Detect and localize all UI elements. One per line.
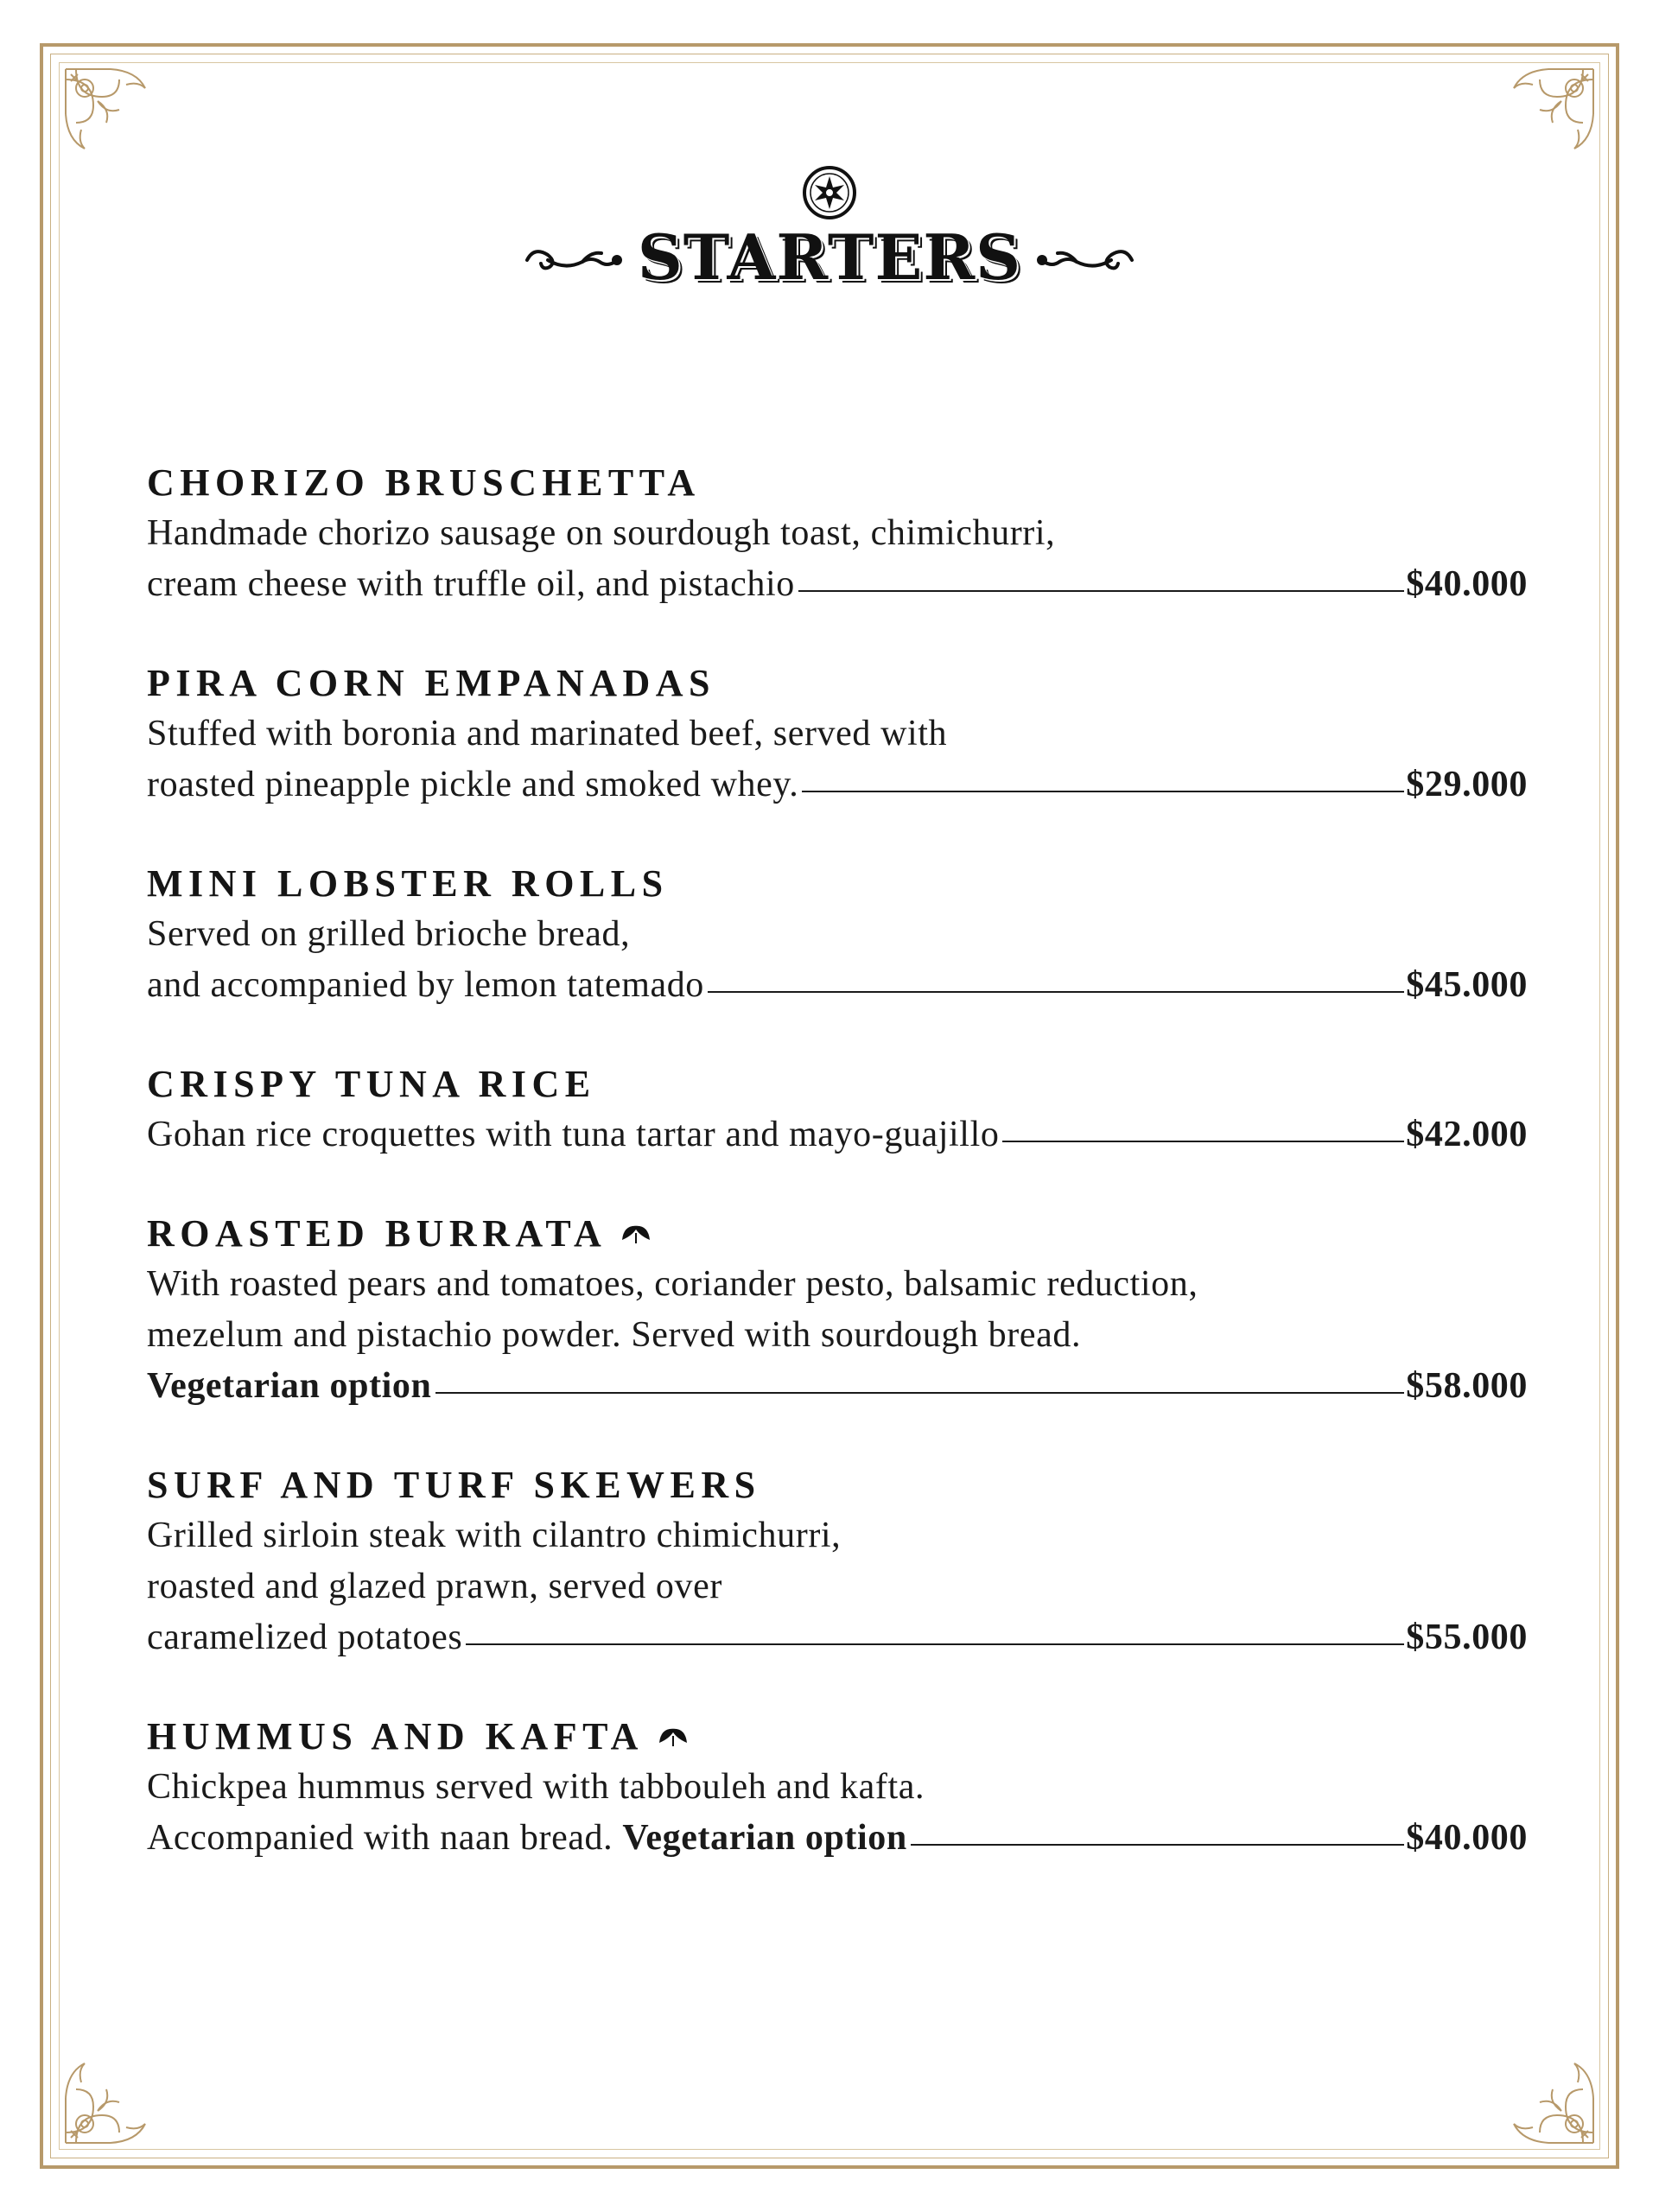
item-name <box>147 458 1528 508</box>
dotted-leader <box>435 1392 1405 1394</box>
item-name-text: ROASTED BURRATA <box>147 1212 607 1255</box>
menu-list <box>147 458 1528 1912</box>
item-price-line <box>147 559 1528 610</box>
item-name <box>147 658 1528 709</box>
item-description <box>147 1813 907 1864</box>
menu-item <box>147 1460 1528 1663</box>
item-price-line <box>147 960 1528 1011</box>
item-price: $40.000 <box>1406 1818 1528 1858</box>
dotted-leader <box>1002 1141 1404 1142</box>
menu-item <box>147 1712 1528 1864</box>
menu-header <box>0 164 1659 294</box>
leaf-icon <box>656 1724 690 1750</box>
item-name-text: CRISPY TUNA RICE <box>147 1063 596 1105</box>
item-name-text: SURF AND TURF SKEWERS <box>147 1464 761 1506</box>
item-description: roasted pineapple pickle and smoked whey. <box>147 765 799 804</box>
item-description: Grilled sirloin steak with cilantro chimichurri, <box>147 1516 842 1555</box>
dotted-leader <box>802 791 1404 792</box>
item-price: $45.000 <box>1406 965 1528 1005</box>
menu-item <box>147 1059 1528 1160</box>
item-description: and accompanied by lemon tatemado <box>147 965 704 1005</box>
item-price: $55.000 <box>1406 1618 1528 1657</box>
flourish-icon <box>1033 236 1137 279</box>
menu-item <box>147 658 1528 810</box>
dotted-leader <box>708 991 1404 993</box>
item-price: $42.000 <box>1406 1115 1528 1154</box>
item-description: cream cheese with truffle oil, and pistachio <box>147 564 795 604</box>
item-description: Stuffed with boronia and marinated beef, served with <box>147 714 948 753</box>
item-price-line <box>147 1361 1528 1412</box>
menu-item <box>147 1209 1528 1412</box>
page-title: STARTERS <box>637 220 1022 294</box>
item-description: Handmade chorizo sausage on sourdough toast, chimichurri, <box>147 513 1056 553</box>
item-name <box>147 1712 1528 1762</box>
vegetarian-option-label: Vegetarian option <box>622 1818 907 1858</box>
item-description: mezelum and pistachio powder. Served with sourdough bread. <box>147 1315 1082 1355</box>
item-description: roasted and glazed prawn, served over <box>147 1567 722 1606</box>
dotted-leader <box>798 590 1404 592</box>
item-name <box>147 1059 1528 1109</box>
item-price-line <box>147 1813 1528 1864</box>
item-description: Gohan rice croquettes with tuna tartar and mayo-guajillo <box>147 1115 1000 1154</box>
item-price: $40.000 <box>1406 564 1528 604</box>
item-name-text: PIRA CORN EMPANADAS <box>147 662 716 704</box>
item-price-line <box>147 1109 1528 1160</box>
item-price: $58.000 <box>1406 1366 1528 1406</box>
item-description: With roasted pears and tomatoes, coriander pesto, balsamic reduction, <box>147 1264 1198 1304</box>
vegetarian-option-label: Vegetarian option <box>147 1366 432 1406</box>
star-emblem-icon <box>801 164 858 221</box>
item-description-text: Accompanied with naan bread. <box>147 1818 623 1858</box>
item-description: Chickpea hummus served with tabbouleh and kafta. <box>147 1767 925 1807</box>
flourish-icon <box>522 236 626 279</box>
corner-ornament-icon <box>1488 2037 1600 2150</box>
item-name-text: MINI LOBSTER ROLLS <box>147 862 669 905</box>
corner-ornament-icon <box>59 2037 171 2150</box>
item-name-text: HUMMUS AND KAFTA <box>147 1715 644 1758</box>
item-description: Served on grilled brioche bread, <box>147 914 631 954</box>
item-name-text: CHORIZO BRUSCHETTA <box>147 461 701 504</box>
corner-ornament-icon <box>59 62 171 175</box>
item-name <box>147 859 1528 909</box>
dotted-leader <box>466 1643 1404 1645</box>
item-name <box>147 1460 1528 1510</box>
item-price: $29.000 <box>1406 765 1528 804</box>
item-description: caramelized potatoes <box>147 1618 463 1657</box>
item-name <box>147 1209 1528 1259</box>
dotted-leader <box>911 1844 1404 1846</box>
menu-item <box>147 859 1528 1011</box>
corner-ornament-icon <box>1488 62 1600 175</box>
item-price-line <box>147 1612 1528 1663</box>
leaf-icon <box>619 1221 653 1247</box>
menu-item <box>147 458 1528 610</box>
item-price-line <box>147 760 1528 810</box>
